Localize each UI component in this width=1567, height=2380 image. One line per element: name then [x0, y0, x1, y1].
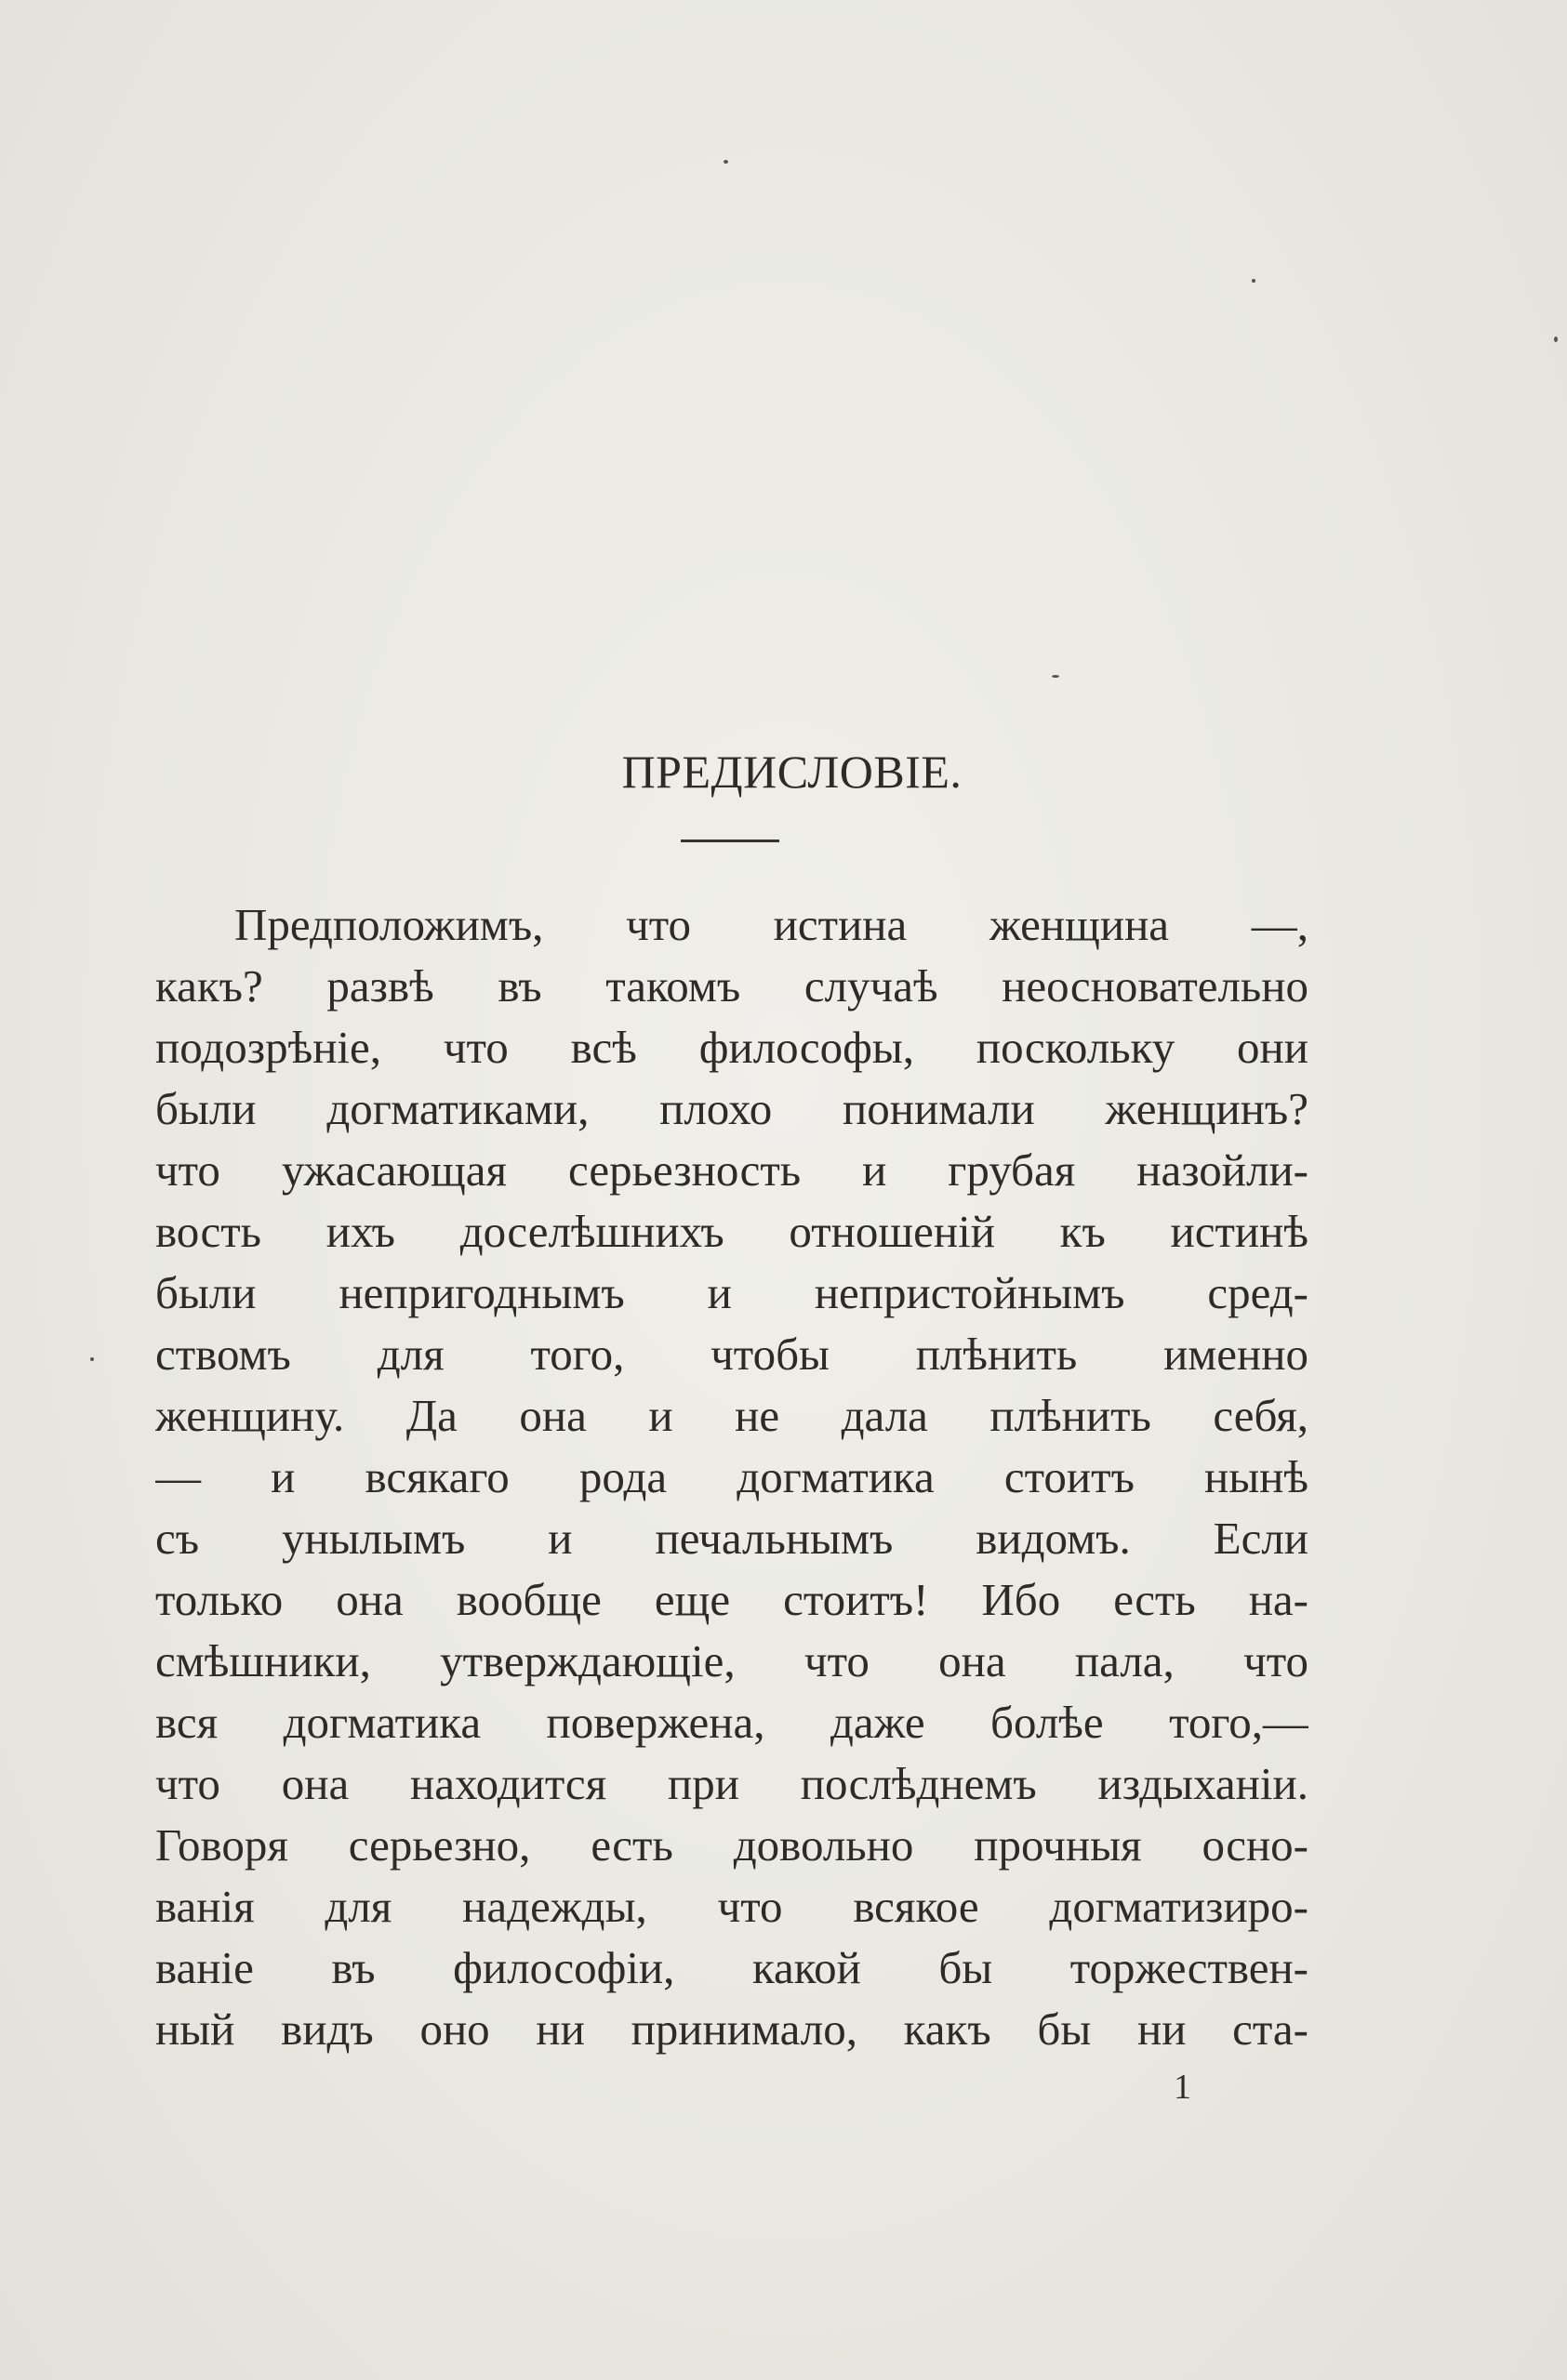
body-text	[155, 894, 1308, 2060]
page-number: 1	[1174, 2068, 1191, 2107]
paper-speck	[724, 160, 728, 164]
text-line: подозрѣніе, что всѣ философы, поскольку они	[155, 1022, 1308, 1073]
text-line: были непригоднымъ и непристойнымъ сред-	[155, 1267, 1308, 1318]
text-line: съ унылымъ и печальнымъ видомъ. Если	[155, 1513, 1308, 1564]
page-heading: ПРЕДИСЛОВІЕ.	[621, 746, 963, 798]
text-line: ный видъ оно ни принимало, какъ бы ни ста-	[155, 2003, 1308, 2055]
text-line: были догматиками, плохо понимали женщинъ?	[155, 1083, 1308, 1134]
text-line: женщину. Да она и не дала плѣнить себя,	[155, 1390, 1308, 1441]
paper-speck	[1554, 337, 1558, 342]
text-line: что ужасающая серьезность и грубая назойли-	[155, 1144, 1308, 1196]
text-line: Говоря серьезно, есть довольно прочныя осно-	[155, 1819, 1308, 1871]
text-line: ванія для надежды, что всякое догматизиро-	[155, 1881, 1308, 1932]
text-line: ствомъ для того, чтобы плѣнить именно	[155, 1329, 1308, 1380]
paper-speck	[1252, 279, 1255, 283]
text-line: смѣшники, утверждающіе, что она пала, что	[155, 1635, 1308, 1686]
text-line: ваніе въ философіи, какой бы торжествен-	[155, 1942, 1308, 1993]
text-line: вость ихъ доселѣшнихъ отношеній къ истинѣ	[155, 1206, 1308, 1257]
text-line: — и всякаго рода догматика стоитъ нынѣ	[155, 1451, 1308, 1502]
text-line: вся догматика повержена, даже болѣе того,—	[155, 1697, 1308, 1748]
heading-rule	[681, 840, 779, 842]
text-line: Предположимъ, что истина женщина —,	[234, 899, 1308, 950]
paper-speck	[90, 1357, 94, 1361]
paper-speck	[1052, 675, 1059, 678]
text-line: что она находится при послѣднемъ издыханіи.	[155, 1758, 1308, 1809]
text-line: какъ? развѣ въ такомъ случаѣ неосновательно	[155, 960, 1308, 1012]
text-line: только она вообще еще стоитъ! Ибо есть на-	[155, 1574, 1308, 1625]
